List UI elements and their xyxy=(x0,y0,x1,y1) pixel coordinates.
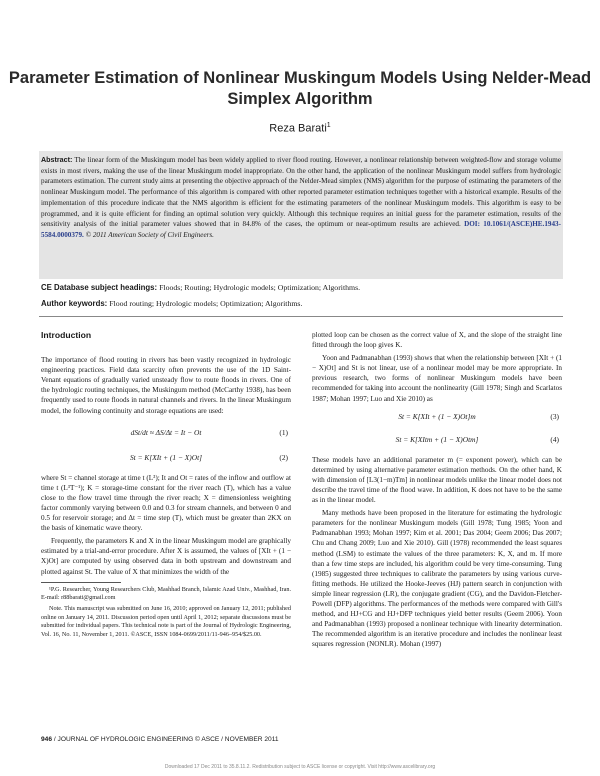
equation-4-body: St = K[XItm + (1 − X)Otm] xyxy=(395,434,479,444)
left-column xyxy=(41,330,291,642)
abstract-label: Abstract: xyxy=(41,156,73,164)
paragraph: Frequently, the parameters K and X in the linear Muskingum model are graphically estimated by a trial-and-error procedure. After X is assumed, the values of [XIt + (1 − X)Ot] are computed by using observed data in both upstream and downstream and plotted against St. The value of X that minimizes the width of the xyxy=(41,537,291,576)
equation-2 xyxy=(41,450,291,468)
paragraph: The importance of flood routing in rivers has been vastly recognized in hydrologic engineering practices. Field data scarcity often prevents the use of the 1D Saint-Venant equations of gradually varied unsteady flow to route floods in rivers. One of the hydrologic routing techniques, the Muskingum method (McCarthy 1938), has been frequently used to route floods in natural channels and rivers. In the linear Muskingum model, the following continuity and storage equations are used: xyxy=(41,356,291,415)
section-heading-introduction: Introduction xyxy=(41,330,92,340)
doi-link[interactable]: DOI: 10.1061/(ASCE)HE.1943-5584.0000379. xyxy=(41,220,561,239)
abstract xyxy=(41,155,561,241)
equation-4-number: (4) xyxy=(550,434,559,444)
equation-3-body: St = K[XIt + (1 − X)Ot]m xyxy=(398,411,476,421)
paragraph: These models have an additional parameter m (= exponent power), which can be determined by using alternative parameter estimation methods. On the other hand, K with dimension of [L3(1−m)Tm] in nonlinear models unlike the linear model does not describe the travel time of the flood wave. In addition, K does not have to be the same as in the linear model. xyxy=(312,455,562,505)
author-affiliation-mark: 1 xyxy=(326,122,331,129)
section-divider xyxy=(39,316,563,317)
footnote-affiliation: ¹P.G. Researcher, Young Researchers Club, Mashhad Branch, Islamic Azad Univ., Mashhad, Iran. E-mail: r88barati@gmail.com xyxy=(41,585,291,601)
equation-2-body: St = K[XIt + (1 − X)Ot] xyxy=(129,452,203,462)
paragraph: plotted loop can be chosen as the correct value of X, and the slope of the straight line fitted through the loop gives K. xyxy=(312,331,562,350)
paragraph: where St = channel storage at time t (L³); It and Ot = rates of the inflow and outflow at time t (L³T⁻¹); K = storage-time constant for the river reach (T), which has a value close to the flow travel time through the river reach; X = dimensionless weighting factor commonly varying between 0.0 and 0.3 for stream channels, and between 0 and 0.5 for reservoir storage; and Δt = time step (T), which must be greater than 2KX on the basis of kinematic wave theory. xyxy=(41,473,291,533)
download-note: Downloaded 17 Dec 2011 to 35.8.11.2. Redistribution subject to ASCE license or copyright. Visit http://www.ascelibrary.org xyxy=(164,764,436,770)
right-column xyxy=(312,330,562,652)
paragraph: Yoon and Padmanabhan (1993) shows that when the relationship between [XIt + (1 − X)Ot] and St is not linear, use of a nonlinear model may be more appropriate. In previous research, two forms of nonlinear Muskingum models have been recommended for taking into account the nonlinearity (Gill 1978; Singh and Scarlatos 1987; Mohan 1997; Luo and Xie 2010) as xyxy=(312,354,562,403)
paper-title: Parameter Estimation of Nonlinear Muskingum Models Using Nelder-Mead Simplex Algorithm xyxy=(8,69,592,108)
equation-1-number: (1) xyxy=(279,427,288,437)
footnote-divider xyxy=(41,582,121,583)
author-keywords xyxy=(41,299,561,308)
subject-headings xyxy=(41,283,561,292)
equation-1 xyxy=(41,421,291,445)
paragraph: Many methods have been proposed in the literature for estimating the hydrologic parameters for the nonlinear Muskingum models (Gill 1978; Tung 1985; Yoon and Padmanabhan 1993; Mohan 1997; Kim et al. 2001; Das 2004; Geem 2006; Das 2007; Chu and Chang 2009; Luo and Xie 2010). Gill (1978) recommended the least squares method (LSM) to estimate the values of the three parameters: K, X, and m. If more than a few time steps are included, his algorithm could be very time-consuming. Tung (1985) suggested three techniques to calibrate the parameters by using various curve-fitting methods. He utilized the Hooke-Jeeves (HJ) pattern search in conjunction with simple linear regression (LR), the conjugate gradient (CG), and the Davidon-Fletcher-Powell (DFP) algorithms. The performances of the methods were compared with Gill's method, and HJ+CG and HJ+DFP techniques yield better results (Geem 2006). Yoon and Padmanabhan (1993) proposed a nonlinear technique with linearity determination. The recommended algorithm is an iterative procedure and includes the nonlinear least squares regression (NONLR). Mohan (1997) xyxy=(312,509,562,649)
copyright-notice: © 2011 American Society of Civil Engineers. xyxy=(85,230,214,239)
abstract-text: The linear form of the Muskingum model has been widely applied to river flood routing. However, a nonlinear relationship between weighted-flow and storage volume exists in most rivers, making the use of the linear Muskingum model inappropriate. On the other hand, the application of the nonlinear Muskingum model suffers from hydrologic parameters estimation. The current study aims at presenting the objective approach of the Nelder-Mead simplex (NMS) algorithm for the purpose of estimating the parameters of the nonlinear Muskingum model. The performance of this algorithm is compared with other reported parameter estimation techniques together with a historical example. Results of the implementation of this procedure indicate that the NMS algorithm is efficient for the estimating parameters of the nonlinear Muskingum models. This algorithm is easy to be programmed, and it is quite efficient for finding an optimal solution very quickly. Although this technique requires an initial guess for the parameter estimation, results of the sensitivity analysis of the initial parameter values showed that in 84.8% of the cases, the optimum or near-optimum results are achieved. xyxy=(41,156,561,229)
equation-4 xyxy=(312,432,562,450)
author-name: Reza Barati xyxy=(269,122,327,135)
equation-3 xyxy=(312,409,562,427)
equation-1-body: dSt/dt ≈ ΔS/Δt = It − Ot xyxy=(130,427,202,437)
page-number: 946 xyxy=(41,736,53,743)
equation-3-number: (3) xyxy=(550,411,559,421)
equation-2-number: (2) xyxy=(279,452,288,462)
footnote-note: Note. This manuscript was submitted on June 16, 2010; approved on January 12, 2011; published online on January 14, 2011. Discussion period open until April 1, 2012; separate discussions must be submitted for individual papers. This technical note is part of the Journal of Hydrologic Engineering, Vol. 16, No. 11, November 1, 2011. ©ASCE, ISSN 1084-0699/2011/11-946–954/$25.00. xyxy=(41,605,291,638)
author-keywords-label: Author keywords: xyxy=(41,299,108,308)
subject-headings-text: Floods; Routing; Hydrologic models; Optimization; Algorithms. xyxy=(159,283,361,292)
journal-footer: / JOURNAL OF HYDROLOGIC ENGINEERING © ASCE / NOVEMBER 2011 xyxy=(53,736,279,743)
author-keywords-text: Flood routing; Hydrologic models; Optimization; Algorithms. xyxy=(109,299,303,308)
author-line xyxy=(0,122,600,135)
subject-headings-label: CE Database subject headings: xyxy=(41,283,158,292)
page-footer xyxy=(41,736,279,743)
